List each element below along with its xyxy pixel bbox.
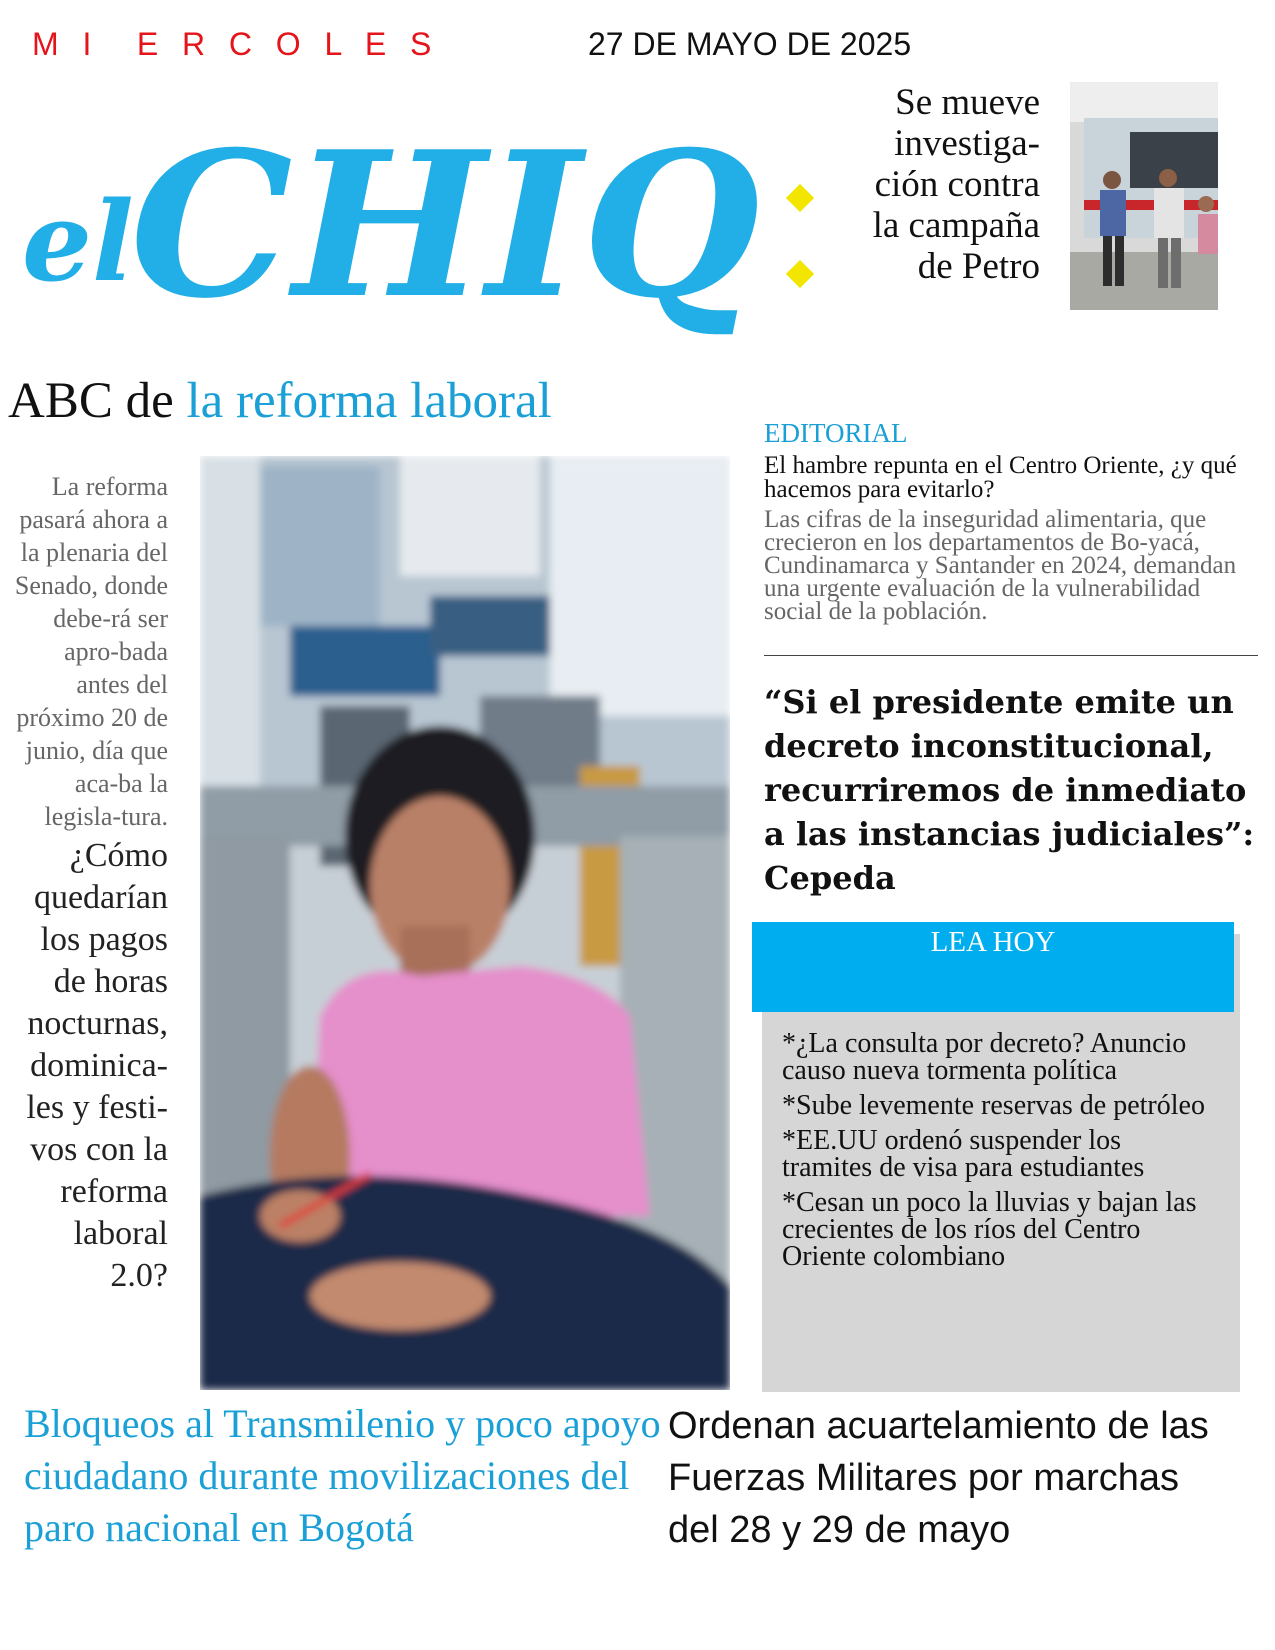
abc-title-part1: ABC de <box>8 373 174 429</box>
quote-headline[interactable]: “Si el presidente emite un decreto inconstitucional, recurriremos de inmediato a las instancias judiciales”: Cepeda <box>764 683 1255 897</box>
transmilenio-headline[interactable]: Bloqueos al Transmilenio y poco apoyo ciudadano durante movilizaciones del paro nacional en Bogotá <box>24 1401 661 1550</box>
editorial-divider <box>764 655 1258 656</box>
lea-hoy-list <box>782 1030 1212 1278</box>
masthead-colon-icon <box>786 184 814 288</box>
editorial-label: EDITORIAL <box>764 418 908 448</box>
lea-hoy-item[interactable]: *¿La consulta por decreto? Anuncio causo nueva tormenta política <box>782 1028 1187 1086</box>
main-photo <box>200 456 730 1390</box>
weekday-label: M I E R C O L E S <box>32 26 434 62</box>
masthead-prefix: el <box>22 177 134 306</box>
editorial-section <box>764 418 1264 623</box>
masthead-name: CHIQ <box>130 120 760 340</box>
military-headline[interactable]: Ordenan acuartelamiento de las Fuerzas Militares por marchas del 28 y 29 de mayo <box>668 1405 1209 1551</box>
lea-hoy-title: LEA HOY <box>930 926 1056 958</box>
abc-question: ¿Cómo quedarían los pagos de horas nocturnas, dominica-les y festi-vos con la reforma laboral 2.0? <box>26 837 168 1294</box>
abc-lead: La reforma pasará ahora a la plenaria del Senado, donde debe-rá ser apro-bada antes del próximo 20 de junio, día que aca-ba la legisla-tura. <box>14 472 168 831</box>
lea-hoy-item[interactable]: *Cesan un poco la lluvias y bajan las crecientes de los ríos del Centro Oriente colombiano <box>782 1187 1197 1272</box>
abc-title[interactable] <box>8 372 552 430</box>
editorial-body: Las cifras de la inseguridad alimentaria, que crecieron en los departamentos de Bo-yacá, Cundinamarca y Santander en 2024, demandan una urgente evaluación de la vulnerabilidad social de la población. <box>764 506 1237 625</box>
abc-sidebar <box>8 470 168 1297</box>
issue-date: 27 DE MAYO DE 2025 <box>588 26 912 62</box>
masthead-logo <box>22 120 822 340</box>
lea-hoy-item[interactable]: *Sube levemente reservas de petróleo <box>782 1090 1205 1121</box>
editorial-headline[interactable]: El hambre repunta en el Centro Oriente, ¿y qué hacemos para evitarlo? <box>764 452 1237 503</box>
teaser-photo <box>1070 82 1218 310</box>
abc-title-part2: la reforma laboral <box>186 373 552 429</box>
lea-hoy-item[interactable]: *EE.UU ordenó suspender los tramites de visa para estudiantes <box>782 1125 1145 1183</box>
teaser-headline[interactable]: Se mueve investiga-ción contra la campaña de Petro <box>872 82 1040 287</box>
